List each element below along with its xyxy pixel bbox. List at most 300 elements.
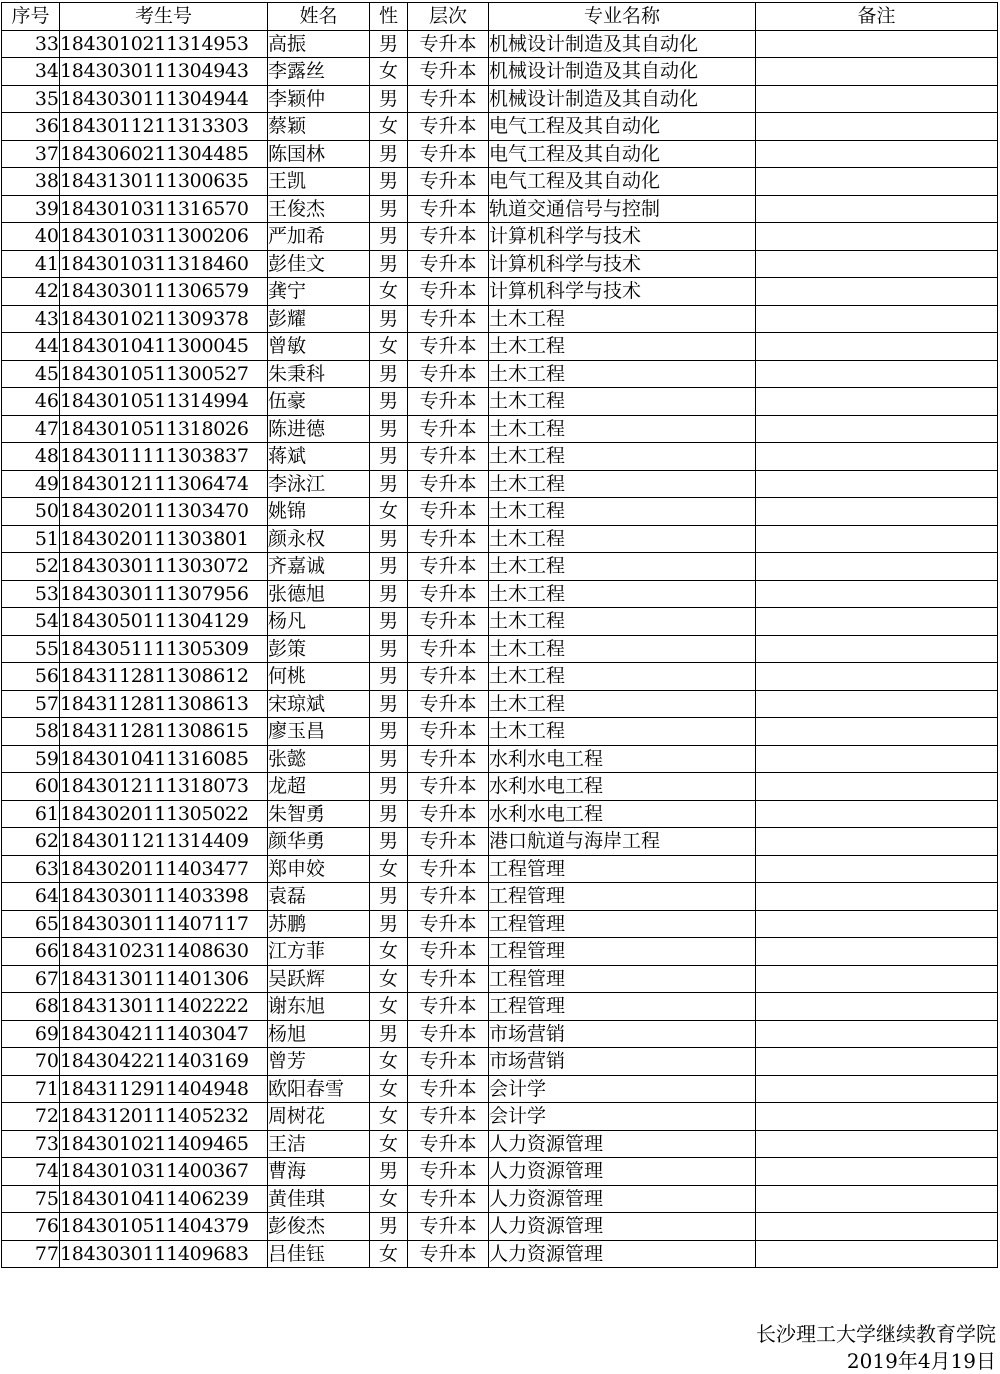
cell-name: 李露丝 <box>268 58 370 86</box>
cell-seq: 34 <box>2 58 60 86</box>
cell-exam-id: 1843020111305022 <box>60 800 268 828</box>
cell-major: 土木工程 <box>489 553 756 581</box>
cell-level: 专升本 <box>408 1240 489 1268</box>
cell-level: 专升本 <box>408 965 489 993</box>
cell-seq: 51 <box>2 525 60 553</box>
cell-seq: 57 <box>2 690 60 718</box>
cell-exam-id: 1843102311408630 <box>60 938 268 966</box>
cell-sex: 男 <box>370 443 408 471</box>
cell-seq: 47 <box>2 415 60 443</box>
cell-seq: 64 <box>2 883 60 911</box>
cell-remark <box>756 250 998 278</box>
header-level: 层次 <box>408 3 489 31</box>
table-row <box>2 993 998 1021</box>
cell-name: 王俊杰 <box>268 195 370 223</box>
cell-remark <box>756 938 998 966</box>
table-row <box>2 1185 998 1213</box>
cell-remark <box>756 1185 998 1213</box>
cell-major: 人力资源管理 <box>489 1130 756 1158</box>
cell-seq: 39 <box>2 195 60 223</box>
cell-level: 专升本 <box>408 525 489 553</box>
cell-sex: 男 <box>370 1158 408 1186</box>
cell-name: 曹海 <box>268 1158 370 1186</box>
cell-name: 蒋斌 <box>268 443 370 471</box>
cell-exam-id: 1843010311400367 <box>60 1158 268 1186</box>
cell-major: 土木工程 <box>489 415 756 443</box>
cell-remark <box>756 305 998 333</box>
cell-major: 机械设计制造及其自动化 <box>489 30 756 58</box>
cell-remark <box>756 278 998 306</box>
cell-sex: 男 <box>370 663 408 691</box>
cell-major: 土木工程 <box>489 580 756 608</box>
header-major: 专业名称 <box>489 3 756 31</box>
cell-level: 专升本 <box>408 30 489 58</box>
cell-seq: 74 <box>2 1158 60 1186</box>
cell-seq: 36 <box>2 113 60 141</box>
cell-level: 专升本 <box>408 1213 489 1241</box>
cell-sex: 男 <box>370 1213 408 1241</box>
table-row <box>2 553 998 581</box>
cell-remark <box>756 333 998 361</box>
cell-major: 市场营销 <box>489 1048 756 1076</box>
cell-level: 专升本 <box>408 415 489 443</box>
cell-remark <box>756 553 998 581</box>
cell-seq: 71 <box>2 1075 60 1103</box>
table-row <box>2 580 998 608</box>
cell-sex: 女 <box>370 498 408 526</box>
cell-name: 彭佳文 <box>268 250 370 278</box>
cell-major: 土木工程 <box>489 388 756 416</box>
cell-sex: 男 <box>370 30 408 58</box>
cell-seq: 35 <box>2 85 60 113</box>
cell-sex: 男 <box>370 388 408 416</box>
cell-seq: 58 <box>2 718 60 746</box>
cell-exam-id: 1843112911404948 <box>60 1075 268 1103</box>
cell-name: 杨凡 <box>268 608 370 636</box>
cell-seq: 48 <box>2 443 60 471</box>
cell-remark <box>756 168 998 196</box>
cell-exam-id: 1843011111303837 <box>60 443 268 471</box>
cell-seq: 69 <box>2 1020 60 1048</box>
cell-level: 专升本 <box>408 635 489 663</box>
cell-remark <box>756 1158 998 1186</box>
cell-name: 陈进德 <box>268 415 370 443</box>
cell-level: 专升本 <box>408 855 489 883</box>
cell-level: 专升本 <box>408 223 489 251</box>
cell-exam-id: 1843020111403477 <box>60 855 268 883</box>
cell-seq: 52 <box>2 553 60 581</box>
cell-remark <box>756 223 998 251</box>
cell-remark <box>756 30 998 58</box>
cell-name: 彭策 <box>268 635 370 663</box>
cell-seq: 61 <box>2 800 60 828</box>
cell-exam-id: 1843010211314953 <box>60 30 268 58</box>
cell-remark <box>756 1130 998 1158</box>
table-row <box>2 223 998 251</box>
cell-sex: 女 <box>370 938 408 966</box>
cell-major: 计算机科学与技术 <box>489 278 756 306</box>
cell-seq: 62 <box>2 828 60 856</box>
table-row <box>2 745 998 773</box>
table-row <box>2 498 998 526</box>
cell-sex: 男 <box>370 85 408 113</box>
cell-name: 彭耀 <box>268 305 370 333</box>
cell-level: 专升本 <box>408 663 489 691</box>
cell-level: 专升本 <box>408 745 489 773</box>
cell-remark <box>756 663 998 691</box>
cell-remark <box>756 525 998 553</box>
cell-remark <box>756 360 998 388</box>
table-row <box>2 608 998 636</box>
header-sex: 性 <box>370 3 408 31</box>
cell-sex: 男 <box>370 223 408 251</box>
table-row <box>2 1020 998 1048</box>
cell-name: 江方菲 <box>268 938 370 966</box>
cell-remark <box>756 498 998 526</box>
cell-level: 专升本 <box>408 938 489 966</box>
cell-remark <box>756 993 998 1021</box>
cell-level: 专升本 <box>408 553 489 581</box>
cell-sex: 女 <box>370 333 408 361</box>
cell-remark <box>756 388 998 416</box>
cell-sex: 男 <box>370 360 408 388</box>
cell-name: 姚锦 <box>268 498 370 526</box>
cell-sex: 男 <box>370 910 408 938</box>
cell-seq: 40 <box>2 223 60 251</box>
table-row <box>2 85 998 113</box>
cell-remark <box>756 580 998 608</box>
cell-name: 颜永权 <box>268 525 370 553</box>
cell-major: 土木工程 <box>489 608 756 636</box>
table-row <box>2 855 998 883</box>
cell-major: 工程管理 <box>489 910 756 938</box>
cell-exam-id: 1843020111303801 <box>60 525 268 553</box>
cell-level: 专升本 <box>408 140 489 168</box>
cell-name: 张德旭 <box>268 580 370 608</box>
cell-exam-id: 1843060211304485 <box>60 140 268 168</box>
cell-major: 土木工程 <box>489 470 756 498</box>
cell-seq: 68 <box>2 993 60 1021</box>
table-row <box>2 1130 998 1158</box>
table-row <box>2 333 998 361</box>
cell-seq: 54 <box>2 608 60 636</box>
header-seq: 序号 <box>2 3 60 31</box>
cell-major: 人力资源管理 <box>489 1240 756 1268</box>
cell-exam-id: 1843030111303072 <box>60 553 268 581</box>
cell-name: 郑申姣 <box>268 855 370 883</box>
cell-sex: 男 <box>370 168 408 196</box>
cell-sex: 男 <box>370 250 408 278</box>
table-row <box>2 910 998 938</box>
cell-level: 专升本 <box>408 718 489 746</box>
cell-exam-id: 1843010511318026 <box>60 415 268 443</box>
cell-seq: 45 <box>2 360 60 388</box>
cell-exam-id: 1843130111300635 <box>60 168 268 196</box>
table-row <box>2 113 998 141</box>
cell-remark <box>756 855 998 883</box>
cell-exam-id: 1843030111403398 <box>60 883 268 911</box>
cell-level: 专升本 <box>408 1158 489 1186</box>
cell-name: 伍豪 <box>268 388 370 416</box>
cell-remark <box>756 85 998 113</box>
cell-sex: 男 <box>370 470 408 498</box>
cell-seq: 67 <box>2 965 60 993</box>
cell-remark <box>756 883 998 911</box>
cell-seq: 44 <box>2 333 60 361</box>
cell-major: 工程管理 <box>489 938 756 966</box>
header-name: 姓名 <box>268 3 370 31</box>
cell-major: 电气工程及其自动化 <box>489 113 756 141</box>
cell-remark <box>756 140 998 168</box>
cell-seq: 37 <box>2 140 60 168</box>
footer-organization: 长沙理工大学继续教育学院 <box>756 1322 996 1346</box>
cell-major: 会计学 <box>489 1075 756 1103</box>
cell-exam-id: 1843010211309378 <box>60 305 268 333</box>
cell-seq: 43 <box>2 305 60 333</box>
cell-sex: 女 <box>370 855 408 883</box>
cell-exam-id: 1843010311300206 <box>60 223 268 251</box>
table-row <box>2 1075 998 1103</box>
cell-exam-id: 1843030111307956 <box>60 580 268 608</box>
cell-sex: 女 <box>370 1075 408 1103</box>
cell-seq: 65 <box>2 910 60 938</box>
cell-sex: 女 <box>370 278 408 306</box>
cell-seq: 66 <box>2 938 60 966</box>
cell-major: 土木工程 <box>489 305 756 333</box>
cell-major: 水利水电工程 <box>489 773 756 801</box>
cell-level: 专升本 <box>408 1130 489 1158</box>
cell-seq: 53 <box>2 580 60 608</box>
cell-level: 专升本 <box>408 195 489 223</box>
cell-remark <box>756 470 998 498</box>
cell-remark <box>756 965 998 993</box>
table-row <box>2 965 998 993</box>
cell-level: 专升本 <box>408 250 489 278</box>
table-row <box>2 305 998 333</box>
cell-level: 专升本 <box>408 168 489 196</box>
cell-exam-id: 1843130111402222 <box>60 993 268 1021</box>
cell-sex: 男 <box>370 553 408 581</box>
cell-major: 土木工程 <box>489 663 756 691</box>
cell-name: 朱智勇 <box>268 800 370 828</box>
table-row <box>2 1213 998 1241</box>
cell-remark <box>756 718 998 746</box>
cell-exam-id: 1843042211403169 <box>60 1048 268 1076</box>
cell-sex: 男 <box>370 305 408 333</box>
table-row <box>2 828 998 856</box>
cell-name: 龚宁 <box>268 278 370 306</box>
cell-exam-id: 1843120111405232 <box>60 1103 268 1131</box>
cell-name: 龙超 <box>268 773 370 801</box>
cell-seq: 76 <box>2 1213 60 1241</box>
cell-remark <box>756 1020 998 1048</box>
cell-exam-id: 1843010511404379 <box>60 1213 268 1241</box>
cell-exam-id: 1843011211314409 <box>60 828 268 856</box>
cell-name: 吴跃辉 <box>268 965 370 993</box>
cell-name: 周树花 <box>268 1103 370 1131</box>
cell-major: 土木工程 <box>489 690 756 718</box>
cell-level: 专升本 <box>408 828 489 856</box>
cell-major: 工程管理 <box>489 993 756 1021</box>
cell-exam-id: 1843050111304129 <box>60 608 268 636</box>
cell-level: 专升本 <box>408 1048 489 1076</box>
cell-remark <box>756 745 998 773</box>
cell-sex: 男 <box>370 580 408 608</box>
table-row <box>2 58 998 86</box>
cell-name: 李泳江 <box>268 470 370 498</box>
cell-level: 专升本 <box>408 773 489 801</box>
table-row <box>2 883 998 911</box>
cell-name: 陈国林 <box>268 140 370 168</box>
cell-name: 王洁 <box>268 1130 370 1158</box>
cell-remark <box>756 113 998 141</box>
cell-major: 水利水电工程 <box>489 745 756 773</box>
table-row <box>2 250 998 278</box>
cell-remark <box>756 1048 998 1076</box>
cell-major: 电气工程及其自动化 <box>489 140 756 168</box>
cell-level: 专升本 <box>408 1185 489 1213</box>
cell-exam-id: 1843010311318460 <box>60 250 268 278</box>
cell-name: 严加希 <box>268 223 370 251</box>
cell-level: 专升本 <box>408 360 489 388</box>
cell-level: 专升本 <box>408 278 489 306</box>
cell-seq: 59 <box>2 745 60 773</box>
cell-name: 曾芳 <box>268 1048 370 1076</box>
cell-major: 土木工程 <box>489 525 756 553</box>
cell-seq: 72 <box>2 1103 60 1131</box>
cell-name: 朱秉科 <box>268 360 370 388</box>
cell-sex: 男 <box>370 718 408 746</box>
header-remark: 备注 <box>756 3 998 31</box>
table-row <box>2 470 998 498</box>
cell-sex: 女 <box>370 58 408 86</box>
cell-name: 黄佳琪 <box>268 1185 370 1213</box>
cell-sex: 女 <box>370 993 408 1021</box>
cell-seq: 50 <box>2 498 60 526</box>
cell-level: 专升本 <box>408 883 489 911</box>
cell-level: 专升本 <box>408 580 489 608</box>
cell-sex: 女 <box>370 965 408 993</box>
student-roster-table <box>1 2 998 1268</box>
cell-major: 工程管理 <box>489 965 756 993</box>
cell-name: 杨旭 <box>268 1020 370 1048</box>
table-row <box>2 938 998 966</box>
cell-sex: 男 <box>370 773 408 801</box>
cell-major: 工程管理 <box>489 883 756 911</box>
table-row <box>2 690 998 718</box>
cell-exam-id: 1843012111318073 <box>60 773 268 801</box>
cell-major: 土木工程 <box>489 333 756 361</box>
cell-seq: 63 <box>2 855 60 883</box>
cell-exam-id: 1843010211409465 <box>60 1130 268 1158</box>
cell-level: 专升本 <box>408 910 489 938</box>
cell-sex: 女 <box>370 1130 408 1158</box>
cell-name: 何桃 <box>268 663 370 691</box>
cell-remark <box>756 58 998 86</box>
cell-name: 谢东旭 <box>268 993 370 1021</box>
cell-name: 彭俊杰 <box>268 1213 370 1241</box>
cell-sex: 男 <box>370 608 408 636</box>
cell-major: 市场营销 <box>489 1020 756 1048</box>
footer-date: 2019年4月19日 <box>846 1349 996 1373</box>
cell-name: 蔡颖 <box>268 113 370 141</box>
cell-remark <box>756 443 998 471</box>
cell-seq: 55 <box>2 635 60 663</box>
table-row <box>2 1240 998 1268</box>
table-header <box>2 3 998 31</box>
cell-exam-id: 1843030111304944 <box>60 85 268 113</box>
cell-major: 计算机科学与技术 <box>489 250 756 278</box>
cell-exam-id: 1843010511314994 <box>60 388 268 416</box>
cell-level: 专升本 <box>408 333 489 361</box>
cell-level: 专升本 <box>408 608 489 636</box>
cell-remark <box>756 690 998 718</box>
cell-seq: 33 <box>2 30 60 58</box>
cell-major: 土木工程 <box>489 635 756 663</box>
cell-exam-id: 1843112811308612 <box>60 663 268 691</box>
cell-sex: 男 <box>370 140 408 168</box>
cell-major: 土木工程 <box>489 360 756 388</box>
cell-level: 专升本 <box>408 690 489 718</box>
cell-sex: 男 <box>370 883 408 911</box>
cell-exam-id: 1843010311316570 <box>60 195 268 223</box>
cell-level: 专升本 <box>408 85 489 113</box>
cell-level: 专升本 <box>408 470 489 498</box>
cell-level: 专升本 <box>408 1103 489 1131</box>
cell-major: 机械设计制造及其自动化 <box>489 58 756 86</box>
cell-exam-id: 1843112811308613 <box>60 690 268 718</box>
cell-major: 机械设计制造及其自动化 <box>489 85 756 113</box>
table-row <box>2 388 998 416</box>
cell-sex: 女 <box>370 1185 408 1213</box>
cell-remark <box>756 800 998 828</box>
cell-major: 会计学 <box>489 1103 756 1131</box>
cell-major: 土木工程 <box>489 718 756 746</box>
table-row <box>2 773 998 801</box>
cell-level: 专升本 <box>408 443 489 471</box>
cell-seq: 42 <box>2 278 60 306</box>
table-row <box>2 1048 998 1076</box>
cell-remark <box>756 1240 998 1268</box>
cell-name: 欧阳春雪 <box>268 1075 370 1103</box>
table-row <box>2 525 998 553</box>
cell-sex: 男 <box>370 525 408 553</box>
table-row <box>2 278 998 306</box>
cell-name: 廖玉昌 <box>268 718 370 746</box>
cell-exam-id: 1843112811308615 <box>60 718 268 746</box>
cell-major: 人力资源管理 <box>489 1185 756 1213</box>
table-row <box>2 1158 998 1186</box>
cell-level: 专升本 <box>408 1020 489 1048</box>
table-row <box>2 1103 998 1131</box>
cell-level: 专升本 <box>408 498 489 526</box>
cell-level: 专升本 <box>408 113 489 141</box>
cell-remark <box>756 1213 998 1241</box>
cell-exam-id: 1843010511300527 <box>60 360 268 388</box>
cell-exam-id: 1843010411316085 <box>60 745 268 773</box>
cell-sex: 男 <box>370 828 408 856</box>
cell-name: 颜华勇 <box>268 828 370 856</box>
table-row <box>2 635 998 663</box>
cell-exam-id: 1843020111303470 <box>60 498 268 526</box>
cell-major: 港口航道与海岸工程 <box>489 828 756 856</box>
cell-name: 曾敏 <box>268 333 370 361</box>
cell-sex: 男 <box>370 635 408 663</box>
table-row <box>2 168 998 196</box>
cell-exam-id: 1843010411300045 <box>60 333 268 361</box>
table-row <box>2 195 998 223</box>
cell-name: 齐嘉诚 <box>268 553 370 581</box>
